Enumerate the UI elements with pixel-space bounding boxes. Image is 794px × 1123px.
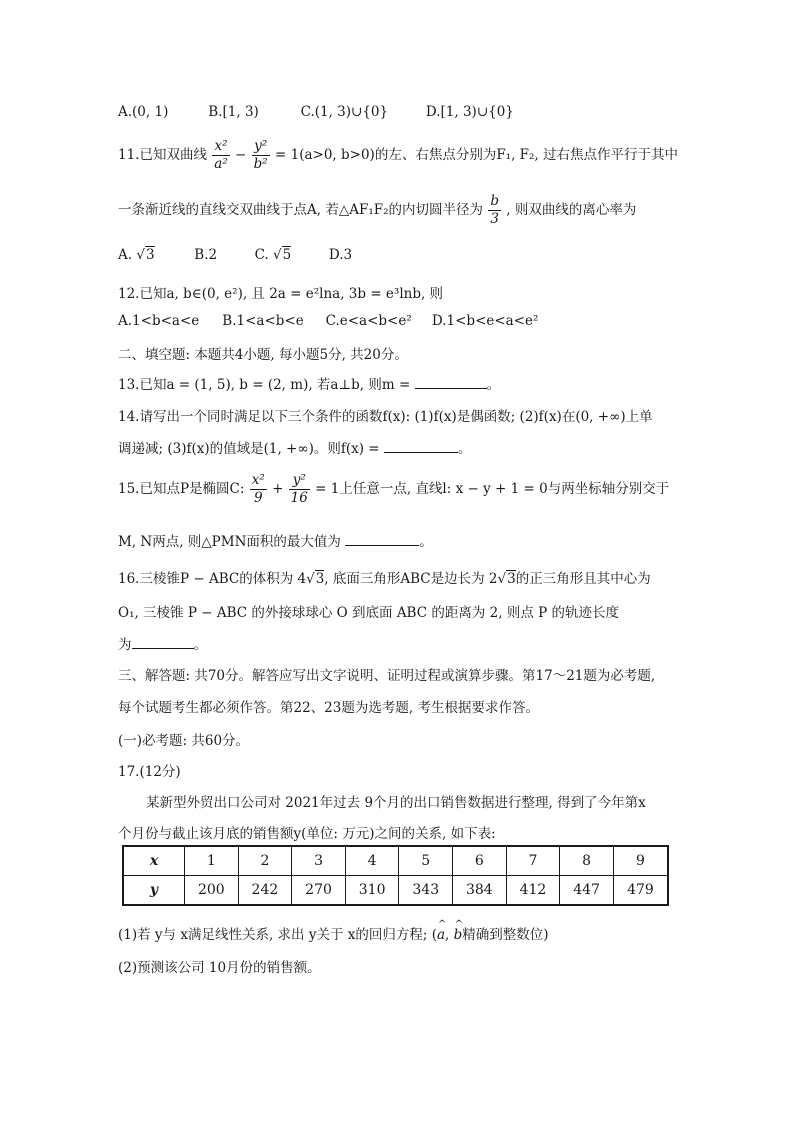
q11-option-d: D.3 xyxy=(328,247,353,263)
q10-options xyxy=(118,104,514,120)
radicand: 5 xyxy=(282,247,292,263)
q17-part1-end: 精确到整数位) xyxy=(462,927,549,943)
sqrt-symbol: √3 xyxy=(497,571,516,587)
period: 。 xyxy=(457,441,472,457)
table-cell: 270 xyxy=(292,876,346,906)
fraction-numerator: x² xyxy=(251,472,265,488)
period: 。 xyxy=(193,637,207,653)
q13-line xyxy=(118,373,500,393)
q17-part2: (2)预测该公司 10月份的销售额。 xyxy=(118,960,321,976)
q15-fraction-x xyxy=(250,472,267,507)
q12-option-d: D.1<b<e<a<e² xyxy=(431,313,539,329)
q16-text-c: 的正三角形且其中心为 xyxy=(515,571,651,587)
option-label: C. xyxy=(254,247,269,263)
q11-line1 xyxy=(118,138,678,173)
fraction-numerator: y² xyxy=(289,472,310,490)
q14-line2-text: 调递减; (3)f(x)的值域是(1, +∞)。则f(x) = xyxy=(118,441,380,457)
q12-option-c: C.e<a<b<e² xyxy=(325,313,412,329)
q16-line3-text: 为 xyxy=(118,637,132,653)
q11-option-c xyxy=(255,246,325,263)
table-cell: 6 xyxy=(453,846,507,876)
q16-line1 xyxy=(118,567,651,587)
q11-option-b: B.2 xyxy=(194,247,218,263)
answer-blank[interactable] xyxy=(384,438,458,453)
sqrt-symbol: √3 xyxy=(306,571,325,587)
section2-heading: 二、填空题: 本题共4小题, 每小题5分, 共20分。 xyxy=(118,347,408,363)
table-cell: 9 xyxy=(613,846,668,876)
q10-option-b: B.[1, 3) xyxy=(208,104,259,120)
sqrt-symbol: √3 xyxy=(136,247,155,263)
fraction-denominator: a² xyxy=(214,156,228,172)
a-hat-symbol: ^ a xyxy=(437,927,445,943)
q15-fraction-y xyxy=(289,472,310,507)
q12-options xyxy=(118,313,538,329)
q11-prefix: 11.已知双曲线 xyxy=(118,147,207,163)
answer-blank[interactable] xyxy=(345,531,419,546)
q11-line2-end: , 则双曲线的离心率为 xyxy=(506,202,637,218)
table-header-x: x xyxy=(123,846,185,876)
plus-sign: + xyxy=(272,481,284,497)
table-cell: 200 xyxy=(185,876,239,906)
period: 。 xyxy=(486,377,501,393)
q12-stem: 12.已知a, b∈(0, e²), 且 2a = e²lna, 3b = e³lnb, 则 xyxy=(118,286,444,302)
q17-part1-text: (1)若 y与 x满足线性关系, 求出 y关于 x的回归方程; ( xyxy=(118,927,437,943)
period: 。 xyxy=(419,534,433,550)
table-cell: 3 xyxy=(292,846,346,876)
comma: , xyxy=(445,927,450,943)
q11-line2-text: 一条渐近线的直线交双曲线于点A, 若△AF₁F₂的内切圆半径为 xyxy=(118,202,484,218)
radicand: 3 xyxy=(315,571,325,587)
q15-line2-text: M, N两点, 则△PMN面积的最大值为 xyxy=(118,534,341,550)
table-cell: 310 xyxy=(345,876,399,906)
q17-para1: 某新型外贸出口公司对 2021年过去 9个月的出口销售数据进行整理, 得到了今年第x xyxy=(146,795,646,811)
fraction-numerator: y² xyxy=(252,138,270,156)
table-cell: 4 xyxy=(345,846,399,876)
table-cell: 1 xyxy=(185,846,239,876)
q17-heading: 17.(12分) xyxy=(118,764,181,780)
q17-part1 xyxy=(118,923,549,943)
answer-blank[interactable] xyxy=(415,374,487,389)
q16-line3 xyxy=(118,633,207,653)
q15-line2 xyxy=(118,530,433,550)
q11-options xyxy=(118,246,352,263)
minus-sign: − xyxy=(235,147,247,163)
q12-option-b: B.1<a<b<e xyxy=(222,313,304,329)
q10-option-a: A.(0, 1) xyxy=(118,104,169,120)
q11-fraction-b3 xyxy=(488,193,501,228)
table-cell: 8 xyxy=(560,846,614,876)
fraction-numerator: b xyxy=(490,193,499,209)
b-hat-symbol: ^ b xyxy=(454,927,463,943)
q16-line2: O₁, 三棱锥 P − ABC 的外接球球心 O 到底面 ABC 的距离为 2, 则点 P 的轨迹长度 xyxy=(118,605,619,621)
table-header-y: y xyxy=(123,876,185,906)
fraction-numerator: x² xyxy=(212,138,229,156)
q11-fraction-y xyxy=(252,138,270,173)
table-row-y xyxy=(123,876,668,906)
radicand: 3 xyxy=(507,571,516,587)
q13-text: 13.已知a = (1, 5), b = (2, m), 若a⊥b, 则m = xyxy=(118,377,411,393)
fraction-denominator: b² xyxy=(253,156,268,172)
fraction-denominator: 3 xyxy=(490,211,499,227)
table-cell: 343 xyxy=(399,876,453,906)
option-label: A. xyxy=(118,247,133,263)
fraction-denominator: 9 xyxy=(253,490,263,506)
q15-rest: = 1上任意一点, 直线l: x − y + 1 = 0与两坐标轴分别交于 xyxy=(315,481,670,497)
table-cell: 242 xyxy=(238,876,292,906)
sales-table xyxy=(122,845,669,906)
q11-option-a xyxy=(118,246,190,263)
q11-rest: = 1(a>0, b>0)的左、右焦点分别为F₁, F₂, 过右焦点作平行于其中 xyxy=(275,147,679,163)
q16-text-b: , 底面三角形ABC是边长为 2 xyxy=(324,571,498,587)
table-cell: 7 xyxy=(506,846,560,876)
table-cell: 2 xyxy=(238,846,292,876)
table-cell: 384 xyxy=(453,876,507,906)
q11-fraction-x xyxy=(212,138,229,173)
table-row-x xyxy=(123,846,668,876)
answer-blank[interactable] xyxy=(132,634,194,649)
section3-line1: 三、解答题: 共70分。解答应写出文字说明、证明过程或演算步骤。第17～21题为必考题, xyxy=(118,668,656,684)
fraction-denominator: 16 xyxy=(290,490,308,506)
q15-line1 xyxy=(118,472,669,507)
radicand: 3 xyxy=(145,247,155,263)
q10-option-c: C.(1, 3)∪{0} xyxy=(300,104,389,120)
table-cell: 479 xyxy=(613,876,668,906)
section3-subheading: (一)必考题: 共60分。 xyxy=(118,733,250,749)
table-cell: 412 xyxy=(506,876,560,906)
q15-prefix: 15.已知点P是椭圆C: xyxy=(118,481,245,497)
q14-line1: 14.请写出一个同时满足以下三个条件的函数f(x): (1)f(x)是偶函数; (2)f(x)在(0, +∞)上单 xyxy=(118,409,653,425)
q17-para2: 个月份与截止该月底的销售额y(单位: 万元)之间的关系, 如下表: xyxy=(118,826,496,842)
q10-option-d: D.[1, 3)∪{0} xyxy=(425,104,514,120)
table-cell: 5 xyxy=(399,846,453,876)
section3-line2: 每个试题考生都必须作答。第22、23题为选考题, 考生根据要求作答。 xyxy=(118,700,539,716)
q14-line2 xyxy=(118,437,471,457)
q16-text-a: 16.三棱锥P − ABC的体积为 4 xyxy=(118,571,307,587)
q11-line2 xyxy=(118,193,636,228)
table-cell: 447 xyxy=(560,876,614,906)
q12-option-a: A.1<b<a<e xyxy=(118,313,200,329)
sqrt-symbol: √5 xyxy=(273,247,292,263)
